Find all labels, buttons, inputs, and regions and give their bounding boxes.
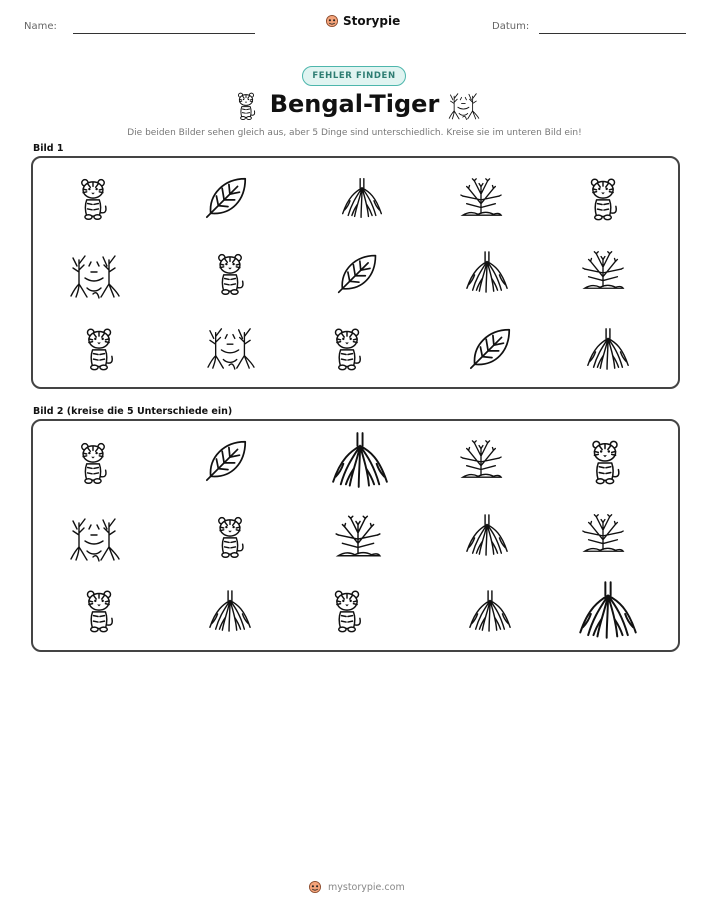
tiger-icon[interactable]: [584, 176, 622, 222]
tiger-icon[interactable]: [78, 326, 120, 372]
shrub-icon[interactable]: [456, 437, 506, 481]
tiger-icon[interactable]: [212, 251, 248, 297]
date-line[interactable]: [539, 33, 686, 34]
tiger-icon[interactable]: [75, 440, 111, 486]
roots-icon[interactable]: [466, 589, 514, 633]
mangrove-icon[interactable]: [69, 515, 121, 563]
shrub-icon[interactable]: [456, 175, 506, 219]
roots-icon[interactable]: [463, 250, 511, 294]
tiger-icon[interactable]: [328, 588, 366, 634]
shrub-icon[interactable]: [332, 512, 384, 560]
picture2-label: Bild 2 (kreise die 5 Unterschiede ein): [33, 406, 233, 417]
shrub-icon[interactable]: [579, 510, 627, 556]
storypie-mascot-icon: [308, 880, 322, 894]
footer-url[interactable]: mystorypie.com: [328, 881, 405, 893]
roots-icon[interactable]: [584, 326, 632, 372]
shrub-icon[interactable]: [579, 247, 627, 293]
roots-icon[interactable]: [339, 176, 385, 220]
leaf-icon[interactable]: [203, 434, 251, 486]
tiger-icon[interactable]: [584, 438, 626, 486]
name-line[interactable]: [73, 33, 255, 34]
brand-logo: [325, 14, 400, 28]
leaf-icon[interactable]: [467, 322, 515, 374]
mangrove-icon[interactable]: [69, 252, 121, 300]
date-label: Datum:: [492, 21, 530, 32]
roots-icon[interactable]: [328, 429, 392, 491]
instructions: Die beiden Bilder sehen gleich aus, aber 5 Dinge sind unterschiedlich. Kreise sie im unteren Bild ein!: [127, 128, 582, 138]
tiger-icon[interactable]: [328, 326, 366, 372]
mangrove-icon[interactable]: [206, 325, 256, 371]
storypie-mascot-icon: [325, 14, 339, 28]
tiger-icon[interactable]: [75, 176, 111, 222]
tiger-icon[interactable]: [78, 588, 120, 634]
brand-name: Storypie: [343, 14, 401, 28]
mangrove-icon: [448, 91, 480, 121]
leaf-icon[interactable]: [203, 171, 251, 223]
name-label: Name:: [24, 21, 57, 32]
roots-icon[interactable]: [575, 578, 641, 642]
picture1-label: Bild 1: [33, 143, 64, 154]
leaf-icon[interactable]: [335, 247, 381, 299]
page-title: Bengal-Tiger: [269, 90, 440, 118]
roots-icon[interactable]: [463, 513, 511, 557]
footer: [308, 880, 405, 894]
activity-badge: FEHLER FINDEN: [302, 66, 406, 86]
roots-icon[interactable]: [206, 589, 254, 633]
tiger-icon[interactable]: [212, 514, 248, 560]
